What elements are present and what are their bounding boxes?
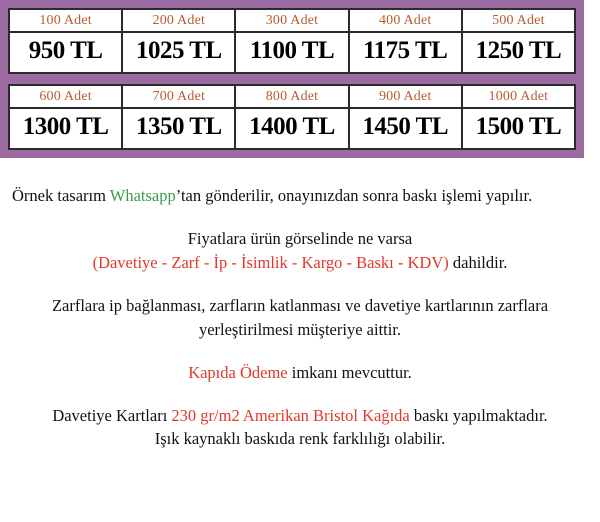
- note-paper-type: [12, 404, 588, 452]
- quantity-label: 900 Adet: [350, 86, 461, 109]
- price-cell: [463, 86, 574, 148]
- quantity-label: 800 Adet: [236, 86, 347, 109]
- price-value: 1175 TL: [363, 37, 448, 64]
- price-cell: [10, 10, 123, 72]
- note-paper-line2: Işık kaynaklı baskıda renk farklılığı olabilir.: [154, 429, 446, 449]
- whatsapp-highlight: Whatsapp: [109, 186, 176, 205]
- price-value: 1350 TL: [135, 113, 222, 140]
- quantity-label: 400 Adet: [350, 10, 461, 33]
- price-cell: [123, 10, 236, 72]
- price-table-panel: [0, 0, 584, 158]
- quantity-label: 600 Adet: [10, 86, 121, 109]
- price-value: 1450 TL: [362, 113, 449, 140]
- note-included-line2: [12, 251, 588, 275]
- price-value: 1100 TL: [249, 37, 335, 64]
- price-value: 1300 TL: [22, 113, 109, 140]
- price-cell: [350, 10, 463, 72]
- price-table-row: [8, 84, 576, 150]
- note-text: baskı yapılmaktadır.: [409, 405, 548, 425]
- quantity-label: 100 Adet: [10, 10, 121, 33]
- note-responsibility-line1: Zarflara ip bağlanması, zarfların katlanması ve davetiye kartlarının zarflara: [51, 295, 549, 315]
- price-value: 1500 TL: [475, 113, 562, 140]
- price-cell: [236, 86, 349, 148]
- quantity-label: 1000 Adet: [463, 86, 574, 109]
- quantity-label: 300 Adet: [236, 10, 347, 33]
- note-cash-on-delivery: [12, 361, 588, 385]
- note-paper-line1: [12, 404, 588, 428]
- quantity-label: 500 Adet: [463, 10, 574, 33]
- price-cell: [236, 10, 349, 72]
- price-value: 1250 TL: [475, 37, 562, 64]
- note-whatsapp: [12, 184, 588, 208]
- price-value: 1025 TL: [135, 37, 222, 64]
- note-text: dahildir.: [448, 252, 508, 272]
- included-items-highlight: (Davetiye - Zarf - İp - İsimlik - Kargo - Baskı - KDV): [92, 252, 449, 272]
- note-customer-responsibility: [12, 294, 588, 342]
- notes-section: [0, 158, 600, 451]
- quantity-label: 700 Adet: [123, 86, 234, 109]
- note-whatsapp-line: [12, 184, 588, 208]
- note-text: imkanı mevcuttur.: [287, 362, 412, 382]
- price-cell: [10, 86, 123, 148]
- price-cell: [123, 86, 236, 148]
- price-cell: [350, 86, 463, 148]
- price-cell: [463, 10, 574, 72]
- cod-highlight: Kapıda Ödeme: [188, 362, 288, 382]
- note-included-line1: Fiyatlara ürün görselinde ne varsa: [187, 228, 413, 248]
- note-text: Davetiye Kartları: [52, 405, 172, 425]
- note-text: ’tan gönderilir, onayınızdan sonra baskı işlemi yapılır.: [175, 186, 533, 205]
- note-included: [12, 227, 588, 275]
- quantity-label: 200 Adet: [123, 10, 234, 33]
- paper-highlight: 230 gr/m2 Amerikan Bristol Kağıda: [171, 405, 410, 425]
- price-value: 950 TL: [28, 37, 103, 64]
- note-responsibility-line2: yerleştirilmesi müşteriye aittir.: [198, 319, 402, 339]
- note-cod-line: [12, 361, 588, 385]
- price-table-row: [8, 8, 576, 74]
- price-value: 1400 TL: [249, 113, 335, 140]
- note-text: Örnek tasarım: [12, 186, 110, 205]
